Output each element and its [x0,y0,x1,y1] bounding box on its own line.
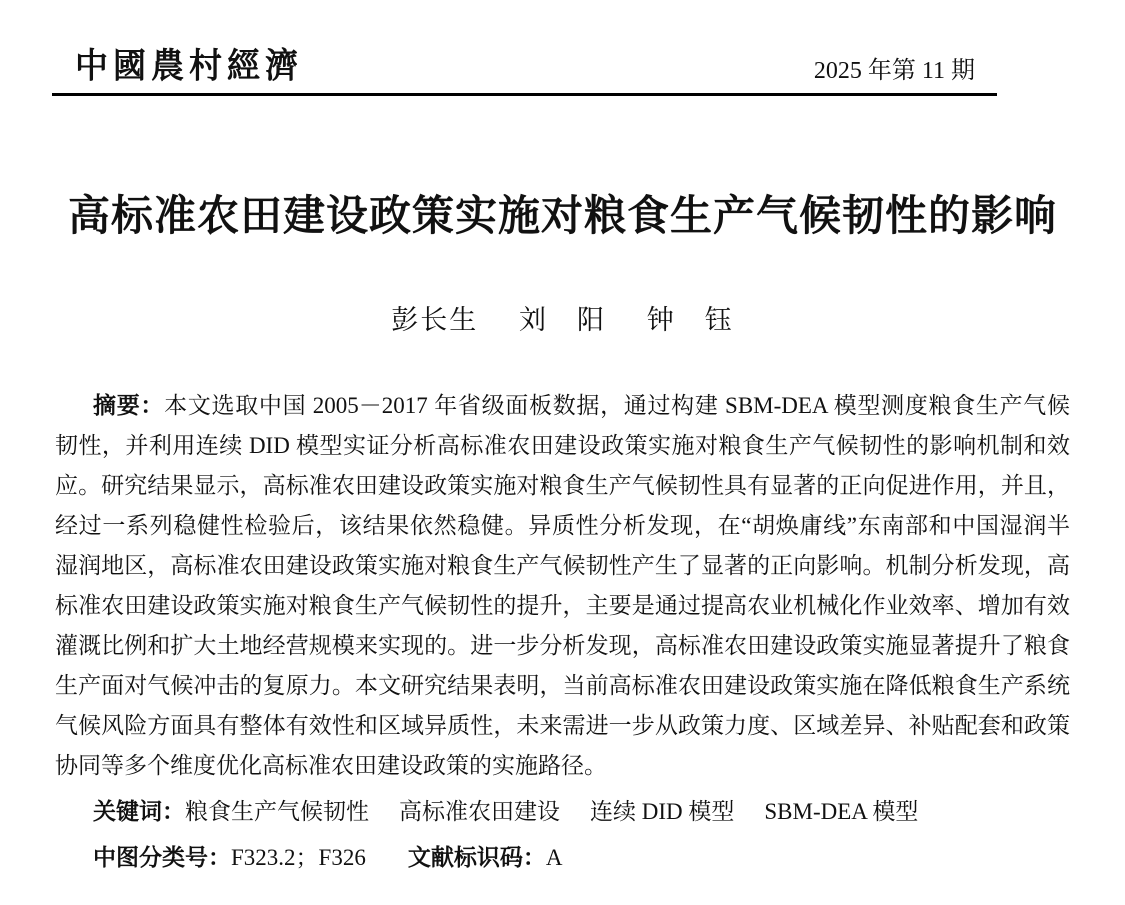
keywords-line [55,791,1070,832]
author-name: 刘 阳 [519,305,606,335]
keyword-term: 连续 DID 模型 [590,799,735,824]
journal-logo: 中國農村經濟 [75,48,303,87]
doc-code-value: A [545,845,563,870]
issue-label: 2025 年第 11 期 [813,58,975,84]
abstract-line: 生产面对气候冲击的复原力。本文研究结果表明，当前高标准农田建设政策实施在降低粮食生产系统 [55,673,1070,698]
keyword-term: SBM-DEA 模型 [764,799,919,824]
abstract-line: 韧性，并利用连续 DID 模型实证分析高标准农田建设政策实施对粮食生产气候韧性的影响机制和效 [55,433,1070,458]
abstract-text: 本文选取中国 2005－2017 年省级面板数据，通过构建 SBM-DEA 模型测度粮食生产气候 [164,393,1071,418]
abstract-line: 灌溉比例和扩大土地经营规模来实现的。进一步分析发现，高标准农田建设政策实施显著提升了粮食 [55,633,1070,658]
authors-line [0,298,1125,337]
abstract-section [55,385,1070,786]
abstract-label: 摘要： [93,392,165,418]
keyword-term: 高标准农田建设 [399,799,560,824]
abstract-line [55,385,1070,426]
abstract-line: 应。研究结果显示，高标准农田建设政策实施对粮食生产气候韧性具有显著的正向促进作用，并且， [55,473,1070,498]
clc-label: 中图分类号： [93,844,231,870]
author-name: 彭长生 [391,305,479,335]
author-name: 钟 钰 [646,305,734,335]
clc-value: F323.2；F326 [231,845,366,870]
abstract-line: 协同等多个维度优化高标准农田建设政策的实施路径。 [55,753,607,778]
abstract-line: 气候风险方面具有整体有效性和区域异质性，未来需进一步从政策力度、区域差异、补贴配套和政策 [55,713,1070,738]
journal-masthead [0,0,1125,87]
abstract-line: 湿润地区，高标准农田建设政策实施对粮食生产气候韧性产生了显著的正向影响。机制分析发现，高 [55,553,1070,578]
header-rule [52,93,997,96]
keyword-term: 粮食生产气候韧性 [185,799,369,824]
classification-line [55,837,1070,878]
keywords-label: 关键词： [93,798,185,824]
abstract-line: 标准农田建设政策实施对粮食生产气候韧性的提升，主要是通过提高农业机械化作业效率、增加有效 [55,593,1070,618]
abstract-line: 经过一系列稳健性检验后，该结果依然稳健。异质性分析发现，在“胡焕庸线”东南部和中国湿润半 [55,513,1070,538]
article-title: 高标准农田建设政策实施对粮食生产气候韧性的影响 [67,192,1057,239]
doc-code-label: 文献标识码： [407,844,546,870]
